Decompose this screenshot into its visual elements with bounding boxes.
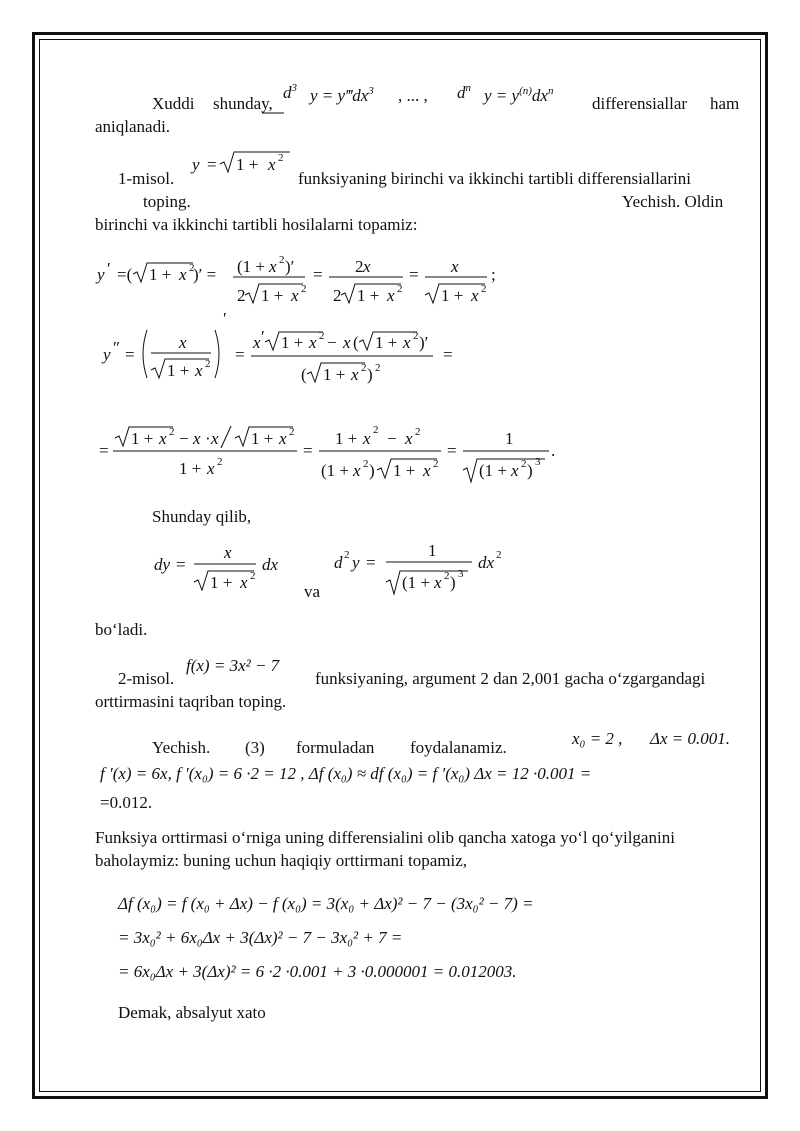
svg-text:x: x — [179, 333, 187, 352]
svg-text:=: = — [366, 553, 376, 572]
svg-text:x: x — [353, 461, 361, 480]
svg-text:(: ( — [301, 365, 307, 384]
math-eq1: Δf (x₀) = f (x₀ + Δx) − f (x₀) = 3(x₀ + Δx)² − 7 − (3x₀² − 7) = — [118, 894, 534, 913]
svg-text:.: . — [551, 441, 556, 460]
svg-text:x: x — [403, 333, 411, 352]
svg-text:2: 2 — [205, 358, 211, 370]
svg-text:=: = — [443, 345, 453, 364]
math-d3: $d^3$ — [283, 82, 297, 102]
text-yechish2: Yechish. — [152, 738, 211, 757]
svg-text:=: = — [235, 345, 245, 364]
svg-text:x: x — [179, 265, 187, 284]
example2-text: funksiyaning, argument 2 dan 2,001 gacha o‘zgargandagi — [315, 669, 706, 688]
svg-text:=(: =( — [117, 265, 133, 284]
svg-text:=: = — [313, 265, 323, 284]
svg-text:2: 2 — [278, 152, 284, 164]
math-derivative-line: f ′(x) = 6x, f ′(x₀) = 6 ·2 = 12 , Δf (x₀) ≈ df (x₀) = f ′(x₀) Δx = 12 ·0.001 = — [100, 764, 592, 783]
svg-text:=: = — [303, 441, 313, 460]
svg-text:2: 2 — [415, 426, 421, 438]
svg-text:1 +: 1 + — [251, 429, 274, 448]
svg-text:x: x — [405, 429, 413, 448]
svg-text:2: 2 — [301, 283, 307, 295]
svg-text:1: 1 — [428, 541, 437, 560]
text-va: va — [304, 582, 321, 601]
svg-text:−: − — [387, 429, 397, 448]
text-funksiya-line1: Funksiya orttirmasi o‘rniga uning differensialini olib qancha xatoga yo‘l qo‘yilganini — [95, 828, 675, 847]
text-funksiya-line2: baholaymiz: buning uchun haqiqiy orttirmani topamiz, — [95, 851, 468, 870]
svg-text:2: 2 — [237, 286, 246, 305]
svg-text:2: 2 — [375, 362, 381, 374]
svg-text:3: 3 — [535, 456, 541, 468]
svg-text:2: 2 — [373, 424, 379, 436]
svg-text:1 +: 1 + — [357, 286, 380, 305]
svg-text:x: x — [343, 333, 351, 352]
text-formuladan: formuladan — [296, 738, 375, 757]
svg-text:1 +: 1 + — [131, 429, 154, 448]
svg-text:2: 2 — [444, 570, 450, 582]
svg-text:x: x — [451, 257, 459, 276]
svg-text:′: ′ — [223, 309, 227, 328]
svg-text:(1 +: (1 + — [402, 573, 430, 592]
svg-text:dy: dy — [154, 555, 171, 574]
svg-text:x: x — [291, 286, 299, 305]
svg-text:2: 2 — [361, 362, 367, 374]
svg-text:x: x — [253, 333, 261, 352]
svg-text:3: 3 — [458, 568, 464, 580]
math-y-sqrt — [190, 148, 295, 178]
svg-text:y: y — [352, 553, 360, 572]
svg-text:x: x — [240, 573, 248, 592]
svg-text:x: x — [423, 461, 431, 480]
example2-label: 2-misol. — [118, 669, 175, 688]
math-eq3: = 6x₀Δx + 3(Δx)² = 6 ·2 ·0.001 + 3 ·0.000001 = 0.012003. — [118, 962, 517, 981]
svg-text:y: y — [97, 265, 105, 284]
svg-text:1: 1 — [505, 429, 514, 448]
svg-text:2: 2 — [363, 458, 369, 470]
svg-text:)′: )′ — [285, 257, 295, 276]
svg-text:′: ′ — [261, 327, 265, 346]
svg-text:2: 2 — [344, 549, 350, 561]
svg-text:1 +: 1 + — [393, 461, 416, 480]
svg-text:2: 2 — [319, 330, 325, 342]
text-demak: Demak, absalyut xato — [118, 1003, 266, 1022]
svg-text:=: = — [125, 345, 135, 364]
text-orttirmasini: orttirmasini taqriban toping. — [95, 692, 287, 711]
text-foydalanamiz: foydalanamiz. — [410, 738, 507, 757]
svg-text:x: x — [207, 459, 215, 478]
svg-text:2: 2 — [481, 283, 487, 295]
svg-text:2: 2 — [433, 458, 439, 470]
formula-second-derivative — [95, 309, 475, 388]
svg-text:x: x — [471, 286, 479, 305]
text-yechish-oldin: Yechish. Oldin — [622, 192, 724, 211]
text-ham: ham — [710, 94, 740, 113]
svg-text:(: ( — [353, 333, 359, 352]
formula-first-derivative — [95, 250, 515, 312]
svg-text:(1 +: (1 + — [237, 257, 265, 276]
svg-text:x: x — [224, 543, 232, 562]
svg-text:1 +: 1 + — [261, 286, 284, 305]
underline-mark — [262, 96, 282, 114]
svg-text:x: x — [211, 429, 219, 448]
svg-text:=: = — [207, 155, 217, 174]
svg-text:2: 2 — [169, 426, 175, 438]
math-dn: $d^n$ — [457, 82, 471, 102]
svg-text:1 +: 1 + — [167, 361, 190, 380]
svg-text:1 +: 1 + — [236, 155, 259, 174]
svg-text:x: x — [434, 573, 442, 592]
svg-text:=: = — [409, 265, 419, 284]
svg-text:·: · — [205, 429, 211, 448]
svg-text:)′: )′ — [419, 333, 429, 352]
text-boladi: bo‘ladi. — [95, 620, 148, 639]
svg-text:″: ″ — [113, 338, 121, 357]
svg-text:)′ =: )′ = — [193, 265, 217, 284]
svg-text:x: x — [511, 461, 519, 480]
svg-text:2: 2 — [496, 549, 502, 561]
svg-text:x: x — [193, 429, 201, 448]
svg-text:x: x — [351, 365, 359, 384]
svg-text:x: x — [159, 429, 167, 448]
text-differensiallar: differensiallar — [592, 94, 688, 113]
svg-text:d: d — [334, 553, 343, 572]
svg-text:′: ′ — [107, 259, 111, 278]
svg-text:(1 +: (1 + — [479, 461, 507, 480]
svg-text:): ) — [527, 461, 533, 480]
svg-text:x: x — [363, 257, 371, 276]
math-dx: Δx = 0.001. — [650, 729, 730, 748]
math-dots: , ... , — [398, 86, 428, 105]
svg-text:−: − — [327, 333, 337, 352]
svg-text:2: 2 — [217, 456, 223, 468]
formula-simplification — [95, 418, 575, 488]
svg-text:x: x — [195, 361, 203, 380]
text-shunday-qilib: Shunday qilib, — [152, 507, 252, 526]
math-yn: $y = y^{(n)}dx^n$ — [484, 85, 554, 105]
example1-label: 1-misol. — [118, 169, 175, 188]
formula-dy — [150, 538, 300, 598]
svg-text:=: = — [447, 441, 457, 460]
text-hosilalar: birinchi va ikkinchi tartibli hosilalarni topamiz: — [95, 215, 418, 234]
svg-text:2: 2 — [289, 426, 295, 438]
svg-text:(1 +: (1 + — [321, 461, 349, 480]
svg-text:1 +: 1 + — [281, 333, 304, 352]
math-fx: f(x) = 3x² − 7 — [186, 656, 280, 675]
formula-d2y — [330, 536, 530, 598]
svg-text:=: = — [99, 441, 109, 460]
text-aniqlanadi: aniqlanadi. — [95, 117, 171, 136]
text-toping: toping. — [143, 192, 191, 211]
svg-text:1 +: 1 + — [210, 573, 233, 592]
text-shunday: shunday, — [213, 94, 273, 113]
svg-text:−: − — [179, 429, 189, 448]
svg-text:dx: dx — [478, 553, 495, 572]
svg-text:1 +: 1 + — [375, 333, 398, 352]
svg-text:x: x — [387, 286, 395, 305]
text-3: (3) — [245, 738, 265, 757]
example1-text: funksiyaning birinchi va ikkinchi tartibli differensiallarini — [298, 169, 691, 188]
math-x0: x₀ = 2 , — [572, 729, 623, 748]
svg-text:=: = — [176, 555, 186, 574]
svg-text:2: 2 — [397, 283, 403, 295]
svg-text:;: ; — [491, 265, 496, 284]
svg-text:x: x — [268, 155, 276, 174]
svg-text:2: 2 — [333, 286, 342, 305]
svg-text:x: x — [269, 257, 277, 276]
svg-text:2: 2 — [413, 330, 419, 342]
svg-text:x: x — [363, 429, 371, 448]
svg-text:x: x — [309, 333, 317, 352]
svg-text:): ) — [367, 365, 373, 384]
text-xuddi: Xuddi — [152, 94, 195, 113]
svg-text:2: 2 — [250, 570, 256, 582]
svg-text:1 +: 1 + — [179, 459, 202, 478]
svg-text:1 +: 1 + — [149, 265, 172, 284]
svg-text:1 +: 1 + — [335, 429, 358, 448]
svg-text:2: 2 — [355, 257, 364, 276]
svg-text:1 +: 1 + — [441, 286, 464, 305]
math-y3: $y = y‴dx^3$ — [310, 85, 374, 105]
svg-text:1 +: 1 + — [323, 365, 346, 384]
svg-text:2: 2 — [279, 254, 285, 266]
svg-text:): ) — [369, 461, 375, 480]
svg-text:2: 2 — [189, 262, 195, 274]
math-eq2: = 3x₀² + 6x₀Δx + 3(Δx)² − 7 − 3x₀² + 7 = — [118, 928, 403, 947]
svg-text:y: y — [103, 345, 111, 364]
svg-text:2: 2 — [521, 458, 527, 470]
svg-text:dx: dx — [262, 555, 279, 574]
math-result-0012: =0.012. — [100, 793, 153, 812]
svg-text:y: y — [192, 155, 200, 174]
svg-text:): ) — [450, 573, 456, 592]
svg-text:x: x — [279, 429, 287, 448]
